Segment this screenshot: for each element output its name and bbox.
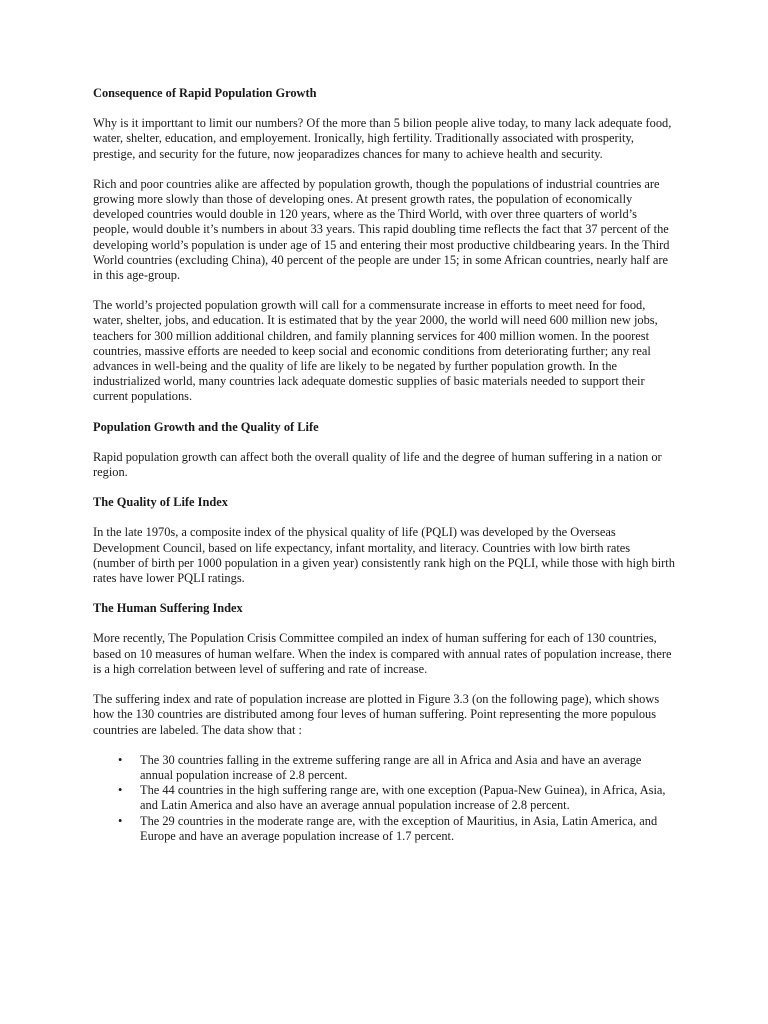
section-quality-of-life-index bbox=[93, 495, 675, 586]
paragraph: More recently, The Population Crisis Committee compiled an index of human suffering for each of 130 countries, based on 10 measures of human welfare. When the index is compared with annual rates of population increase, there is a high correlation between level of suffering and rate of increase. bbox=[93, 631, 672, 676]
bullet-icon: • bbox=[118, 783, 123, 798]
paragraph: Rapid population growth can affect both the overall quality of life and the degree of human suffering in a nation or region. bbox=[93, 449, 662, 480]
list-item bbox=[93, 753, 675, 783]
list-item-text: The 44 countries in the high suffering range are, with one exception (Papua-New Guinea), in Africa, Asia, and Latin America and also have an average annual population increase of 2.8 percent. bbox=[140, 783, 666, 813]
paragraph: Why is it importtant to limit our numbers? Of the more than 5 bilion people alive today, to many lack adequate food, water, shelter, education, and employement. Ironically, high fertility. Traditionally associated with prosperity, prestige, and security for the future, now jeoparadizes chances for many to achieve health and security. bbox=[93, 116, 672, 161]
paragraph: The suffering index and rate of population increase are plotted in Figure 3.3 (on the following page), which shows how the 130 countries are distributed among four leves of human suffering. Point representing the more populous countries are labeled. The data show that : bbox=[93, 692, 660, 737]
section-consequence bbox=[93, 86, 675, 405]
bullet-icon: • bbox=[118, 752, 123, 767]
list-item bbox=[93, 783, 675, 813]
bullet-icon: • bbox=[118, 813, 123, 828]
heading-human-suffering-index: The Human Suffering Index bbox=[93, 601, 243, 616]
heading-consequence: Consequence of Rapid Population Growth bbox=[93, 86, 317, 100]
section-quality-of-life bbox=[93, 420, 675, 481]
heading-quality-of-life: Population Growth and the Quality of Life bbox=[93, 419, 319, 434]
section-human-suffering-index bbox=[93, 601, 675, 737]
paragraph: The world’s projected population growth will call for a commensurate increase in efforts to meet need for food, water, shelter, jobs, and education. It is estimated that by the year 2000, the world will need 600 million new jobs, teachers for 300 million additional children, and family planning services for 400 million women. In the poorest countries, massive efforts are needed to keep social and economic conditions from deteriorating further; any real advances in well-being and the quality of life are likely to be negated by further population growth. In the industrialized world, many countries lack adequate domestic supplies of basic materials needed to support their current populations. bbox=[93, 298, 658, 404]
paragraph: Rich and poor countries alike are affected by population growth, though the populations of industrial countries are growing more slowly than those of developing ones. At present growth rates, the population of economically developed countries would double in 120 years, where as the Third World, with over three quarters of world’s people, would double it’s numbers in about 33 years. This rapid doubling time reflects the fact that 37 percent of the developing world’s population is under age of 15 and entering their most productive childbearing years. In the Third World countries (excluding China), 40 percent of the people are under 15; in some African countries, nearly half are in this age-group. bbox=[93, 176, 670, 283]
heading-quality-of-life-index: The Quality of Life Index bbox=[93, 495, 228, 510]
paragraph: In the late 1970s, a composite index of the physical quality of life (PQLI) was developed by the Overseas Development Council, based on life expectancy, infant mortality, and literacy. Countries with low birth rates (number of birth per 1000 population in a given year) consistently rank high on the PQLI, while those with high birth rates have lower PQLI ratings. bbox=[93, 525, 675, 586]
list-item-text: The 29 countries in the moderate range are, with the exception of Mauritius, in Asia, Latin America, and Europe and have an average population increase of 1.7 percent. bbox=[140, 813, 658, 843]
document-page bbox=[93, 86, 675, 844]
bullet-list bbox=[93, 753, 675, 844]
list-item bbox=[93, 814, 675, 844]
list-item-text: The 30 countries falling in the extreme suffering range are all in Africa and Asia and have an average annual population increase of 2.8 percent. bbox=[140, 752, 642, 782]
